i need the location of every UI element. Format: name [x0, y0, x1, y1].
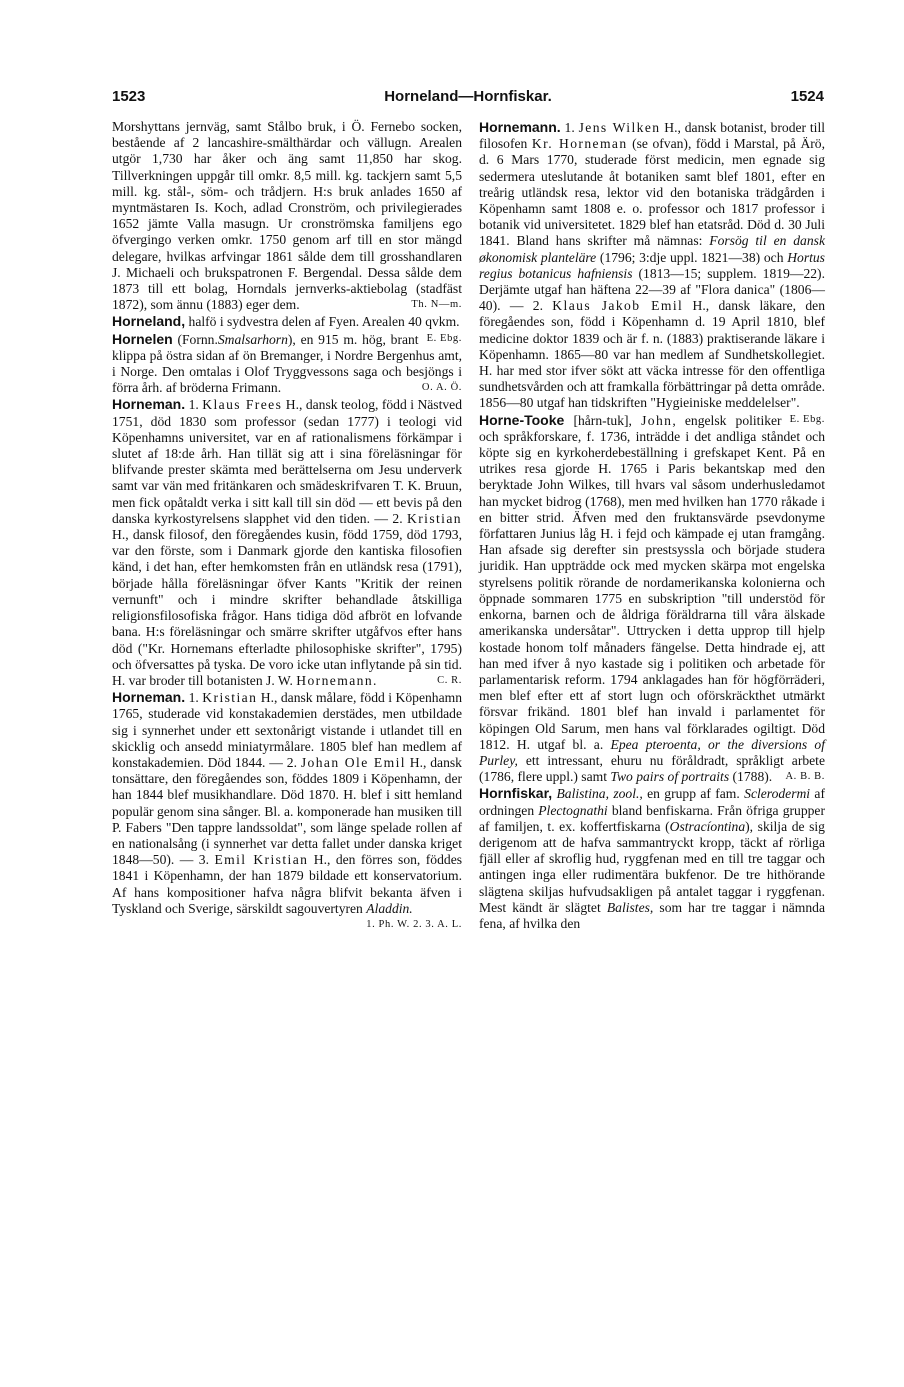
page-header — [112, 88, 824, 112]
entry-text: H., dansk tonsättare, den föregåendes son, föddes 1809 i Köpenhamn, der han 1844 blef musikhandlare. Död 1870. H. blef i sitt hemland populär genom sina sånger. Bl. a. komponerade han musiken till P. Fabers "Den tappre landssoldat", som länge spelade rollen af en nationalsång (i synnerhet var detta fallet under danska kriget 1848—50). — — [112, 754, 462, 868]
page-number-right: 1524 — [790, 88, 824, 105]
person-name: Hornemann. — [296, 672, 378, 688]
entry-text: H., dansk läkare, den föregåendes son, född i Köpenhamn d. 19 April 1810, blef medicine doktor 1839 och är f. n. (1883) praktiserande läkare i Köpenhamn. 1865—80 var han medlem af Sundhetskollegiet. H. har med stor ifver sökt att väcka intresse för den offentliga sundhetsvården och att framkalla förbättringar på detta område. 1856—80 utgaf han tidskriften "Hygieiniske meddelelser". — [479, 298, 826, 411]
entry-text: bland benfiskarna. Från öfriga grupper af familjen, t. ex. koffertfiskarna ( — [479, 802, 825, 834]
entry-italic: Two pairs of portraits — [610, 769, 730, 785]
person-name: Klaus Frees — [202, 397, 283, 413]
entry-italic: Forsög til en dansk økonomisk planteläre — [479, 233, 825, 265]
running-title: Horneland—Hornfiskar. — [384, 88, 552, 105]
entry-text: H., dansk botanist, broder till filosofen — [479, 120, 825, 152]
entry-signature: 1. Ph. W. 2. 3. A. L. — [366, 918, 462, 930]
person-name: John — [641, 412, 673, 428]
entry-text: (Fornn. — [177, 331, 218, 347]
entry-text: , engelsk politiker och språkforskare, f. 1736, inträdde i det andliga ståndet och köpte sig en kyrkoherdebeställning i grefskapet Kent. På en utrikes resa gjorde H. 1765 i Paris bekantskap med den beryktade John Wilkes, till hvars val såsom underhusledamot han mycket bidrog (1768), men med hvilken han 1770 råkade i en bitter strid. Äfven med den fruktansvärde psevdonyme författaren Junius låg H. i fejd och kämpade ej utan framgång. Han afsade sig derefter sin prestsyssla och började studera juridik. Han uppträdde ock med mycken skärpa mot engelska styrelsens politik rörande de nordamerikanska kolonierna och öppnade sommaren 1775 en subskription "till understöd för enkorna, barnen och de åldriga föräldrarna till våra älskade amerikanska undersåtar". Uttrycken i detta upprop till hjelp kostade honom tolf månaders fängelse. Detta hindrade ej, att han med ifver å nyo kastade sig i politiken och arbetade för parlamentarisk reform. 1794 anklagades han för högförräderi, men blef efter ett af stort lugn och oförskräckthet utmärkt försvar frikänd. 1801 blef han invald i parlamentet för köpingen Old Sarum, men hans val förklarades ogiltigt. Död 1812. H. utgaf bl. a. — [479, 412, 825, 752]
entry-horneman-1 — [112, 396, 462, 689]
entry-number: 1. — [188, 690, 199, 706]
person-name: Kr. Horneman — [531, 136, 628, 152]
entry-text: ), en 915 m. hög, brant klippa på östra sidan af ön Bremanger, i Nordre Bergenhus amt, i Norge. Den omtalas i Olof Tryggvessons saga och besjöngs i förra årh. af bröderna Frimann. — [112, 331, 462, 396]
entry-italic: Balistes, — [606, 899, 654, 915]
entry-hornfiskar — [479, 785, 825, 932]
page-number-left: 1523 — [112, 88, 146, 105]
person-name: Emil Kristian — [214, 852, 309, 868]
entry-text: (1788). — [732, 769, 773, 785]
entry-headword: Horneman. — [112, 689, 186, 706]
entry-italic: Ostracíontina — [669, 818, 746, 834]
entry-horneman-2 — [112, 689, 463, 930]
entry-text: halfö i sydvestra delen af Fyen. Arealen 40 qvkm. — [188, 314, 460, 330]
person-name: Kristian — [202, 690, 258, 706]
entry-text: (1796; 3:dje uppl. 1821—38) och — [599, 249, 784, 265]
entry-number: 1. — [188, 397, 199, 413]
entry-headword: Hornemann. — [479, 119, 561, 135]
entry-text: Morshyttans jernväg, samt Stålbo bruk, i Ö. Fernebo socken, bestående af 2 lancashire-smälthärdar och vällugn. Arealen utgör 1,730 har åker och äng samt 11,850 har skog. Tillverkningen uppgår till omkr. 8,5 mill. kg. tackjern samt 5,5 mill. kg. stål-, söm- och trådjern. H:s bruk anlades 1650 af myntmästaren Is. Koch, adlad Cronström, och privilegierades 1652 jämte Valla masugn. Ur cronströmska familjens ego öfvergingo verken omkr. 1750 genom arf till en stor mängd delegare, hvilkas arfvingar 1861 sålde dem till grosshandlaren J. Michaeli och brukspatronen F. Bergendal. Dessa sålde dem 1873 till ett bolag, Horndals jernverks-aktiebolag (stadfäst 1872), som ännu (1883) eger dem. — [112, 119, 462, 313]
entry-number: 3. — [198, 852, 209, 868]
entry-horne-tooke — [479, 412, 825, 786]
entry-signature: Th. N—m. — [411, 299, 462, 311]
entry-signature: A. B. B. — [785, 771, 825, 783]
left-column — [112, 119, 462, 933]
entry-italic: Sclerodermi — [744, 786, 811, 802]
entry-text: (1813—15; supplem. 1819—22). Derjämte utgaf han häftena 22—39 af "Flora danica" (1806—40). — — [479, 265, 825, 314]
entry-headword: Hornfiskar, — [479, 785, 553, 802]
entry-headword: Horne-Tooke — [479, 411, 565, 428]
entry-headword: Horneland, — [112, 313, 186, 330]
entry-horndal-continuation — [112, 119, 462, 313]
entry-text: en grupp af fam. — [647, 786, 740, 802]
entry-text: (se ofvan), född i Marstal, på Ärö, d. 6 Mars 1770, studerade först medicin, men egnade sig sedermera uteslutande åt botaniken samt blef 1801, efter en treårig utländsk resa, lektor vid den botaniska trädgården i Köpenhamn samt 1808 e. o. professor och 1817 professor i botanik vid universitetet. 1829 blef han etatsråd. Död d. 30 Juli 1841. Bland hans skrifter må nämnas: — [479, 136, 825, 249]
right-column — [479, 119, 825, 932]
entry-number: 2. — [392, 510, 403, 526]
entry-italic: Plectognathi — [538, 802, 608, 818]
entry-signature: E. Ebg. — [789, 413, 825, 425]
entry-text: [hårn-tuk], — [573, 412, 632, 428]
entry-text: ett intressant, ehuru nu föråldradt, språkligt arbete (1786, flere uppl.) samt — [479, 752, 825, 785]
entry-signature: O. A. Ö. — [421, 382, 462, 394]
entry-italic: Balistina, zool., — [556, 786, 643, 802]
entry-number: 1. — [564, 120, 575, 135]
entry-text: H., den förres son, föddes 1841 i Köpenhamn, der han 1879 bildade ett konservatorium. Af hans kompositioner hafva några blifvit bekanta äfven i Tyskland och Sverige, särskildt sagouvertyren — [112, 852, 463, 916]
entry-text: som har tre taggar i nämnda fena, af hvilka den — [479, 899, 826, 931]
entry-italic: Epea pteroenta, or the diversions of Purley, — [479, 736, 825, 768]
entry-number: 2. — [532, 298, 543, 314]
person-name: Jens Wilken — [578, 120, 661, 135]
entry-text: af ordningen — [479, 786, 825, 818]
entry-signature: E. Ebg. — [426, 332, 462, 344]
entry-text: H., dansk målare, född i Köpenhamn 1765, studerade vid konstakademien derstädes, men utbildade sig i synnerhet under ett sextonårigt vistande i utlandet till en skicklig och ansedd miniatyrmålare. 1805 blef han medlem af konstakademien. Död 1844. — — [112, 690, 462, 770]
entry-headword: Hornelen — [112, 330, 173, 347]
entry-italic: Smalsarhorn — [217, 331, 288, 347]
entry-hornelen — [112, 331, 462, 397]
entry-text: ), skilja de sig derigenom att de hafva sammantryckt kropp, täckt af rörliga fjäll eller af skroflig hud, ryggfenan med en till tre taggar och antingen inga eller rudimentära bukfenor. De tre hithörande slägtena skiljas hufvudsakligen på antalet taggar i ryggfenan. Mest kändt är slägtet — [479, 818, 825, 915]
entry-text: H., dansk teolog, född i Nästved 1751, död 1830 som professor (sedan 1777) i teologi vid Köpenhamns universitet, var en af rationalismens förkämpar i slutet af 18:de årh. Han tillät sig att i sina föreläsningar för blifvande prester skämta med berättelserna om Jesu underverk samt var vän med fritänkaren och smädeskrifvaren T. K. Bruun, men fick opåtaldt verka i sitt kall till sin död — ett bevis på den danska kyrkostyrelsens slapphet vid den tiden. — — [112, 397, 463, 526]
person-name: Klaus Jakob Emil — [552, 298, 684, 314]
person-name: Johan Ole Emil — [300, 754, 406, 770]
entry-text: H., dansk filosof, den föregåendes kusin, född 1759, död 1793, var den förste, som i Danmark gjorde den kantiska filosofien känd, i det han, efter hemkomsten från en utländsk resa (1791), började hålla föreläsningar öfver Kants "Kritik der reinen vernunft" och i mindre skrifter behandlade åtskilliga religionsfilosofiska frågor. Hans tidiga död afbröt en lofvande bana. H:s föreläsningar och smärre skrifter utgåfvos efter hans död ("Kr. Hornemans efterladte philosophiske skrifter", 1795) och öfversattes på tyska. De voro icke utan inflytande på sin tid. H. var broder till botanisten J. W. — [112, 527, 462, 688]
entry-signature: C. R. — [437, 674, 462, 686]
entry-italic: Hortus regius botanicus hafniensis — [479, 249, 825, 281]
entry-headword: Horneman. — [112, 396, 186, 413]
entry-italic: Aladdin. — [366, 900, 413, 916]
entry-number: 2. — [286, 754, 297, 770]
person-name: Kristian — [407, 510, 462, 526]
